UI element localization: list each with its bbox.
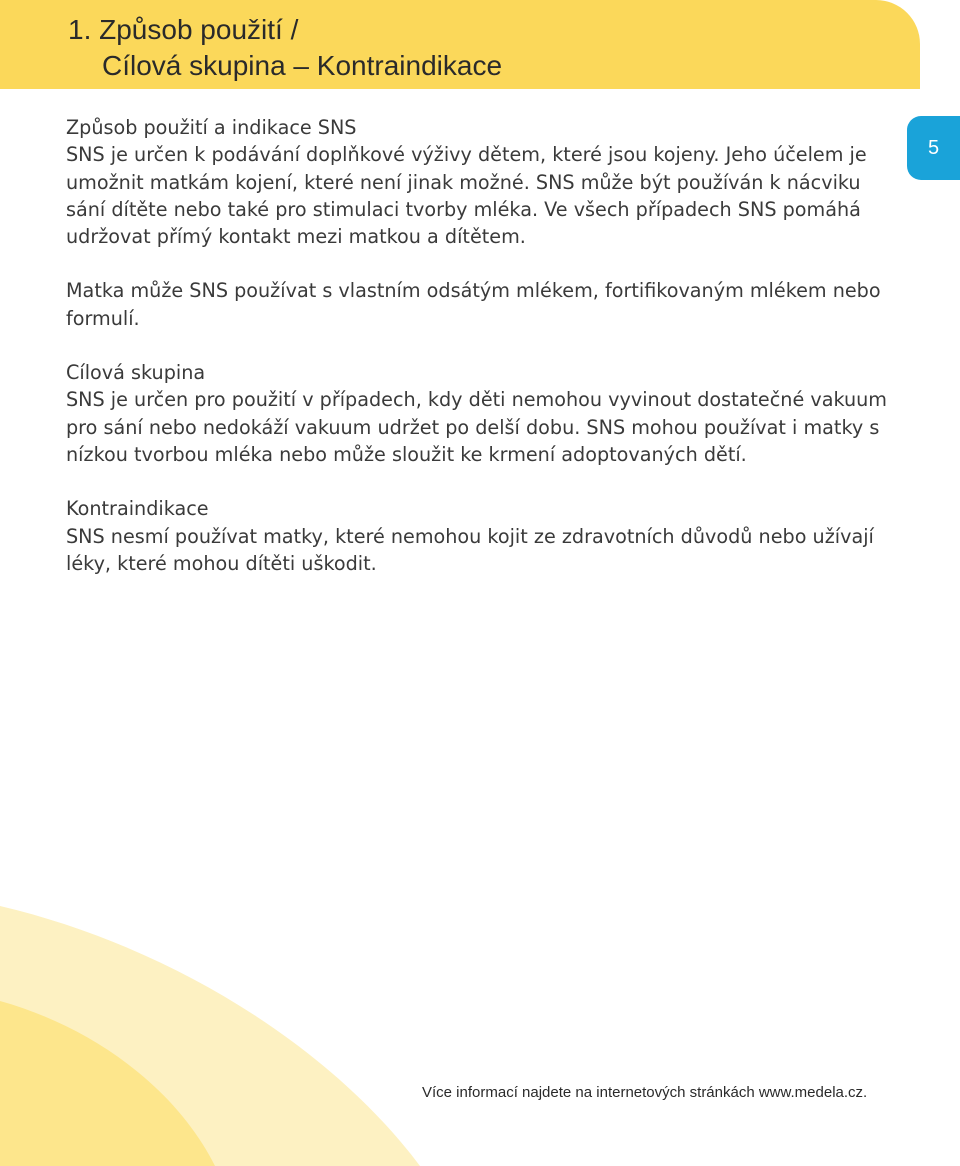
section-paragraph: SNS je určen k podávání doplňkové výživy dětem, které jsou kojeny. Jeho účelem je umožnit matkám kojení, které není jinak možné. SNS může být používán k nácviku sání dítěte nebo také pro stimulaci tvorby mléka. Ve všech případech SNS pomáhá udržovat přímý kontakt mezi matkou a dítětem. [66,143,867,249]
section-heading: Cílová skupina [66,361,206,385]
page-title-line-1: 1. Způsob použití / [68,14,299,45]
section-target-group [66,359,896,468]
footer-note: Více informací najdete na internetových stránkách www.medela.cz. [422,1084,868,1101]
main-content [66,114,896,604]
page-title-line-2: Cílová skupina – Kontraindikace [102,50,503,81]
section-paragraph: SNS je určen pro použití v případech, kdy děti nemohou vyvinout dostatečné vakuum pro sání nebo nedokáží vakuum udržet po delší dobu. SNS mohou používat i matky s nízkou tvorbou mléka nebo může sloužit ke krmení adoptovaných dětí. [66,388,887,466]
section-heading: Způsob použití a indikace SNS [66,116,357,139]
decorative-corner-swirl [0,906,420,1166]
section-paragraph: Matka může SNS používat s vlastním odsátým mlékem, fortifikovaným mlékem nebo formulí. [66,279,881,330]
section-milk-types [66,277,896,332]
page-number-tab: 5 [907,116,960,180]
section-heading: Kontraindikace [66,497,209,521]
section-paragraph: SNS nesmí používat matky, které nemohou kojit ze zdravotních důvodů nebo užívají léky, které mohou dítěti uškodit. [66,524,874,575]
section-usage [66,114,896,250]
page-title [68,12,502,84]
section-contraindications [66,495,896,577]
